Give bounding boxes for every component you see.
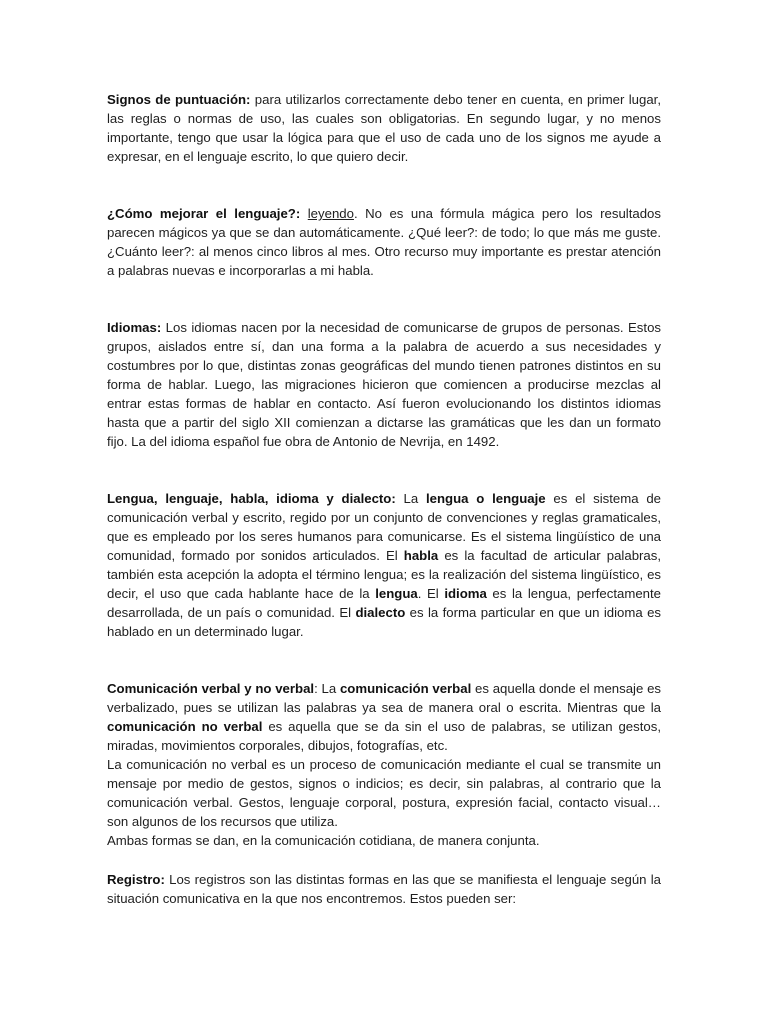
term-comunicacion-no-verbal: comunicación no verbal	[107, 719, 263, 734]
body-text: es la lengua, perfectamente desarrollada, de un país o comunidad. El	[107, 586, 662, 620]
underlined-word: leyendo	[307, 206, 354, 221]
term-idioma: idioma	[444, 586, 487, 601]
body-text: es aquella donde el mensaje es verbalizado, pues se utilizan las palabras ya sea de manera oral o escrita. Mientras que la	[107, 681, 662, 715]
heading-idiomas: Idiomas:	[107, 320, 162, 335]
body-text: . No es una fórmula mágica pero los resultados parecen mágicos ya que se dan automáticamente. ¿Qué leer?: de todo; lo que más me guste. ¿Cuánto leer?: al menos cinco libros al mes. Otro recurso muy importante es prestar atención a palabras nuevas e incorporarlas a mi habla.	[107, 206, 661, 278]
body-text: Los idiomas nacen por la necesidad de comunicarse de grupos de personas. Estos grupos, aislados entre sí, dan una forma a la palabra de acuerdo a sus necesidades y costumbres por lo que, distintas zonas geográficas del mundo tienen patrones distintos en su forma de hablar. Luego, las migraciones hicieron que comiencen a producirse mezclas al entrar estas formas de hablar en contacto. Así fueron evolucionando los distintos idiomas hasta que a partir del siglo XII comienzan a dictarse las gramáticas que les dan un formato fijo. La del idioma español fue obra de Antonio de Nevrija, en 1492.	[107, 320, 661, 449]
paragraph-comunicacion-verbal	[107, 679, 661, 755]
body-text: para utilizarlos correctamente debo tener en cuenta, en primer lugar, las reglas o normas de uso, las cuales son obligatorias. En segundo lugar, y no menos importante, tengo que usar la lógica para que el uso de cada uno de los signos me ayude a expresar, en el lenguaje escrito, lo que quiero decir.	[107, 92, 661, 164]
paragraph-como-mejorar	[107, 204, 661, 280]
paragraph-idiomas	[107, 318, 661, 451]
paragraph-signos-de-puntuacion	[107, 90, 661, 166]
paragraph-ambas-formas: Ambas formas se dan, en la comunicación cotidiana, de manera conjunta.	[107, 833, 540, 848]
body-text: es la facultad de articular palabras, también esta acepción la adopta el término lengua; es la realización del sistema lingüístico, es decir, el uso que cada hablante hace de la	[107, 548, 662, 601]
heading-registro: Registro:	[107, 872, 165, 887]
body-text: . El	[417, 586, 445, 601]
heading-signos-de-puntuacion: Signos de puntuación:	[107, 92, 251, 107]
body-text: es aquella que se da sin el uso de palabras, se utilizan gestos, miradas, movimientos corporales, dibujos, fotografías, etc.	[107, 719, 661, 753]
document-page	[107, 90, 661, 908]
term-lengua-o-lenguaje: lengua o lenguaje	[426, 491, 546, 506]
body-text: es el sistema de comunicación verbal y escrito, regido por un conjunto de convenciones y reglas gramaticales, que es empleado por los seres humanos para comunicarse. Es el sistema lingüístico de una comunidad, formado por sonidos articulados. El	[107, 491, 662, 563]
heading-comunicacion-verbal: Comunicación verbal y no verbal	[107, 681, 315, 696]
term-habla: habla	[403, 548, 439, 563]
heading-como-mejorar: ¿Cómo mejorar el lenguaje?:	[107, 206, 301, 221]
paragraph-lengua-lenguaje	[107, 489, 661, 641]
term-comunicacion-verbal: comunicación verbal	[339, 681, 472, 696]
body-text: : La	[314, 681, 340, 696]
body-text: Los registros son las distintas formas en las que se manifiesta el lenguaje según la situación comunicativa en la que nos encontremos. Estos pueden ser:	[107, 872, 661, 906]
term-lengua: lengua	[375, 586, 418, 601]
paragraph-registro	[107, 870, 661, 908]
heading-lengua-lenguaje: Lengua, lenguaje, habla, idioma y dialecto:	[107, 491, 396, 506]
paragraph-comunicacion-no-verbal: La comunicación no verbal es un proceso de comunicación mediante el cual se transmite un mensaje por medio de gestos, signos o indicios; es decir, sin palabras, al contrario que la comunicación verbal. Gestos, lenguaje corporal, postura, expresión facial, contacto visual… son algunos de los recursos que utiliza.	[107, 757, 661, 829]
body-text: La	[395, 491, 426, 506]
term-dialecto: dialecto	[355, 605, 406, 620]
body-text: es la forma particular en que un idioma es hablado en un determinado lugar.	[107, 605, 661, 639]
